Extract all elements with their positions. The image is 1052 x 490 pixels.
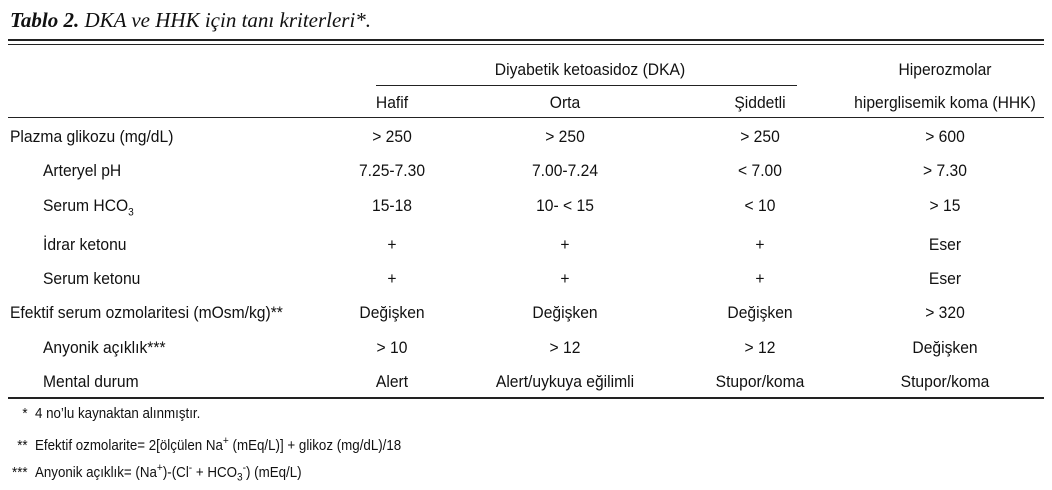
table-cell: Eser (928, 269, 962, 288)
table-title (10, 8, 371, 33)
row-label-efektif-ozmolarite: Efektif serum ozmolaritesi (mOsm/kg)** (10, 303, 283, 322)
row-label-idrar-ketonu: İdrar ketonu (43, 235, 127, 254)
table-cell: Değişken (532, 303, 598, 322)
table-cell: > 12 (549, 338, 581, 357)
table-cell: + (755, 235, 765, 254)
table-number: Tablo 2. (10, 8, 80, 32)
footnote-3: *** Anyonik açıklık= $(Na^+)-(Cl^- + HCO_3^-)$ (mEq/L) (12, 462, 302, 484)
table-cell: > 12 (744, 338, 776, 357)
column-header-siddetli: Şiddetli (734, 93, 786, 112)
table-cell: < 10 (744, 196, 776, 215)
table-cell: > 250 (372, 127, 412, 146)
table-cell: 7.00-7.24 (531, 161, 599, 180)
table-cell: Stupor/koma (715, 372, 805, 391)
column-header-hafif: Hafif (375, 93, 409, 112)
table-cell: > 250 (740, 127, 780, 146)
table-cell: Eser (928, 235, 962, 254)
row-label-serum-hco3: Serum $HCO_3$ (43, 196, 134, 219)
dka-group-rule (376, 85, 797, 86)
table-cell: + (755, 269, 765, 288)
table-cell: Alert (375, 372, 409, 391)
top-rule-thin (8, 44, 1044, 45)
row-label-anyonik-aciklik: Anyonik açıklık*** (43, 338, 166, 357)
column-header-orta: Orta (549, 93, 581, 112)
table-cell: + (560, 269, 570, 288)
table-cell: > 250 (545, 127, 585, 146)
table-cell: > 15 (929, 196, 961, 215)
table-cell: Değişken (359, 303, 425, 322)
table-cell: > 600 (925, 127, 965, 146)
footnote-1: * 4 no’lu kaynaktan alınmıştır. (22, 406, 201, 422)
table-cell: < 7.00 (738, 161, 782, 180)
table-cell: + (387, 269, 397, 288)
table-cell: Stupor/koma (900, 372, 990, 391)
table-cell: > 7.30 (923, 161, 967, 180)
row-label-plazma-glikozu: Plazma glikozu (mg/dL) (10, 127, 174, 146)
table-cell: + (560, 235, 570, 254)
footnote-2: ** Efektif ozmolarite= 2[ölçülen Na+ (mEq/L)] + glikoz (mg/dL)/18 (17, 435, 402, 454)
table-cell: 10- < 15 (536, 196, 594, 215)
hhk-header-line1: Hiperozmolar (898, 60, 992, 79)
table-cell: + (387, 235, 397, 254)
table-cell: 15-18 (371, 196, 412, 215)
table-cell: > 10 (376, 338, 408, 357)
header-rule (8, 117, 1044, 118)
row-label-mental-durum: Mental durum (43, 372, 139, 391)
dka-group-header: Diyabetik ketoasidoz (DKA) (494, 60, 686, 79)
table-cell: > 320 (925, 303, 965, 322)
row-label-arteryel-ph: Arteryel pH (43, 161, 122, 180)
table-cell: 7.25-7.30 (358, 161, 426, 180)
hhk-header-line2: hiperglisemik koma (HHK) (854, 93, 1036, 112)
row-label-serum-ketonu: Serum ketonu (43, 269, 141, 288)
table-caption: DKA ve HHK için tanı kriterleri*. (84, 8, 372, 32)
top-rule (8, 39, 1044, 41)
table-cell: Değişken (912, 338, 978, 357)
bottom-rule (8, 397, 1044, 399)
table-cell: Alert/uykuya eğilimli (495, 372, 635, 391)
table-cell: Değişken (727, 303, 793, 322)
